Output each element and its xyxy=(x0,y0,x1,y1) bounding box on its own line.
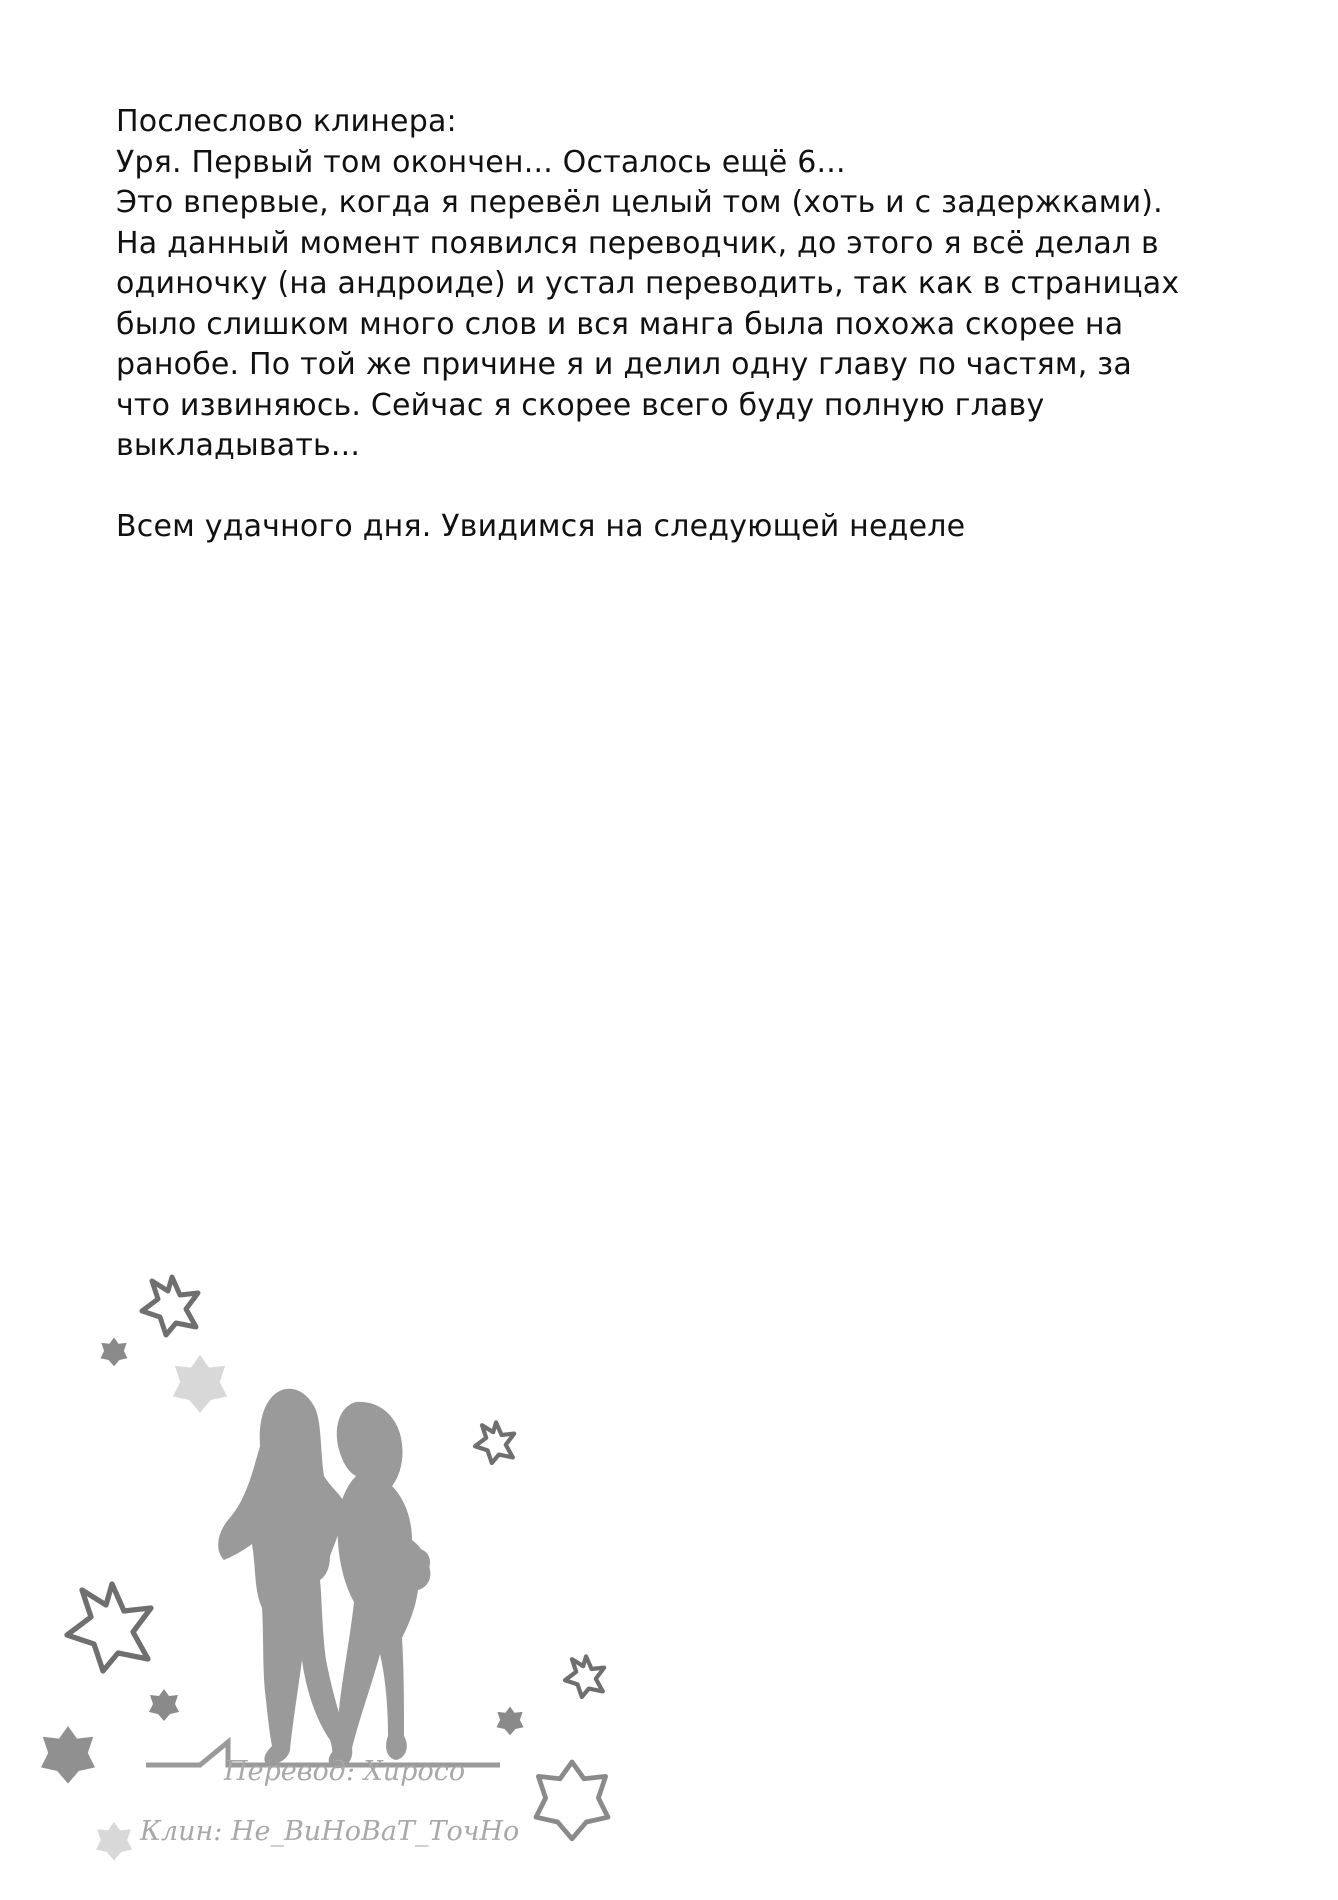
girl-silhouette-right xyxy=(329,1402,431,1768)
afterword-closing: Всем удачного дня. Увидимся на следующей неделе xyxy=(116,508,966,544)
afterword-heading: Послеслово клинера: xyxy=(116,104,457,139)
silhouette-illustration xyxy=(0,1250,640,1900)
afterword-line: выкладывать... xyxy=(116,428,361,463)
star-icon xyxy=(149,1689,179,1721)
star-icon xyxy=(565,1656,604,1697)
star-icon xyxy=(497,1707,524,1736)
afterword-line: На данный момент появился переводчик, до этого я всё делал в xyxy=(116,225,1159,261)
credit-cleaner: Клин: Не_ВиНоВаТ_ТочНо xyxy=(140,1816,520,1847)
afterword-line: что извиняюсь. Сейчас я скорее всего буду полную главу xyxy=(116,387,1045,423)
star-icon xyxy=(475,1422,514,1463)
afterword-line: ранобе. По той же причине я и делил одну главу по частям, за xyxy=(116,347,1132,382)
star-icon xyxy=(536,1762,608,1839)
star-icon xyxy=(96,1822,132,1860)
afterword-line: Уря. Первый том окончен... Осталось ещё 6... xyxy=(116,144,846,180)
star-icon xyxy=(101,1338,128,1367)
afterword-line: одиночку (на андроиде) и устал переводить, так как в страницах xyxy=(116,266,1180,301)
afterword-line: Это впервые, когда я перевёл целый том (хоть и с задержками). xyxy=(116,185,1163,220)
girl-silhouette-left xyxy=(218,1389,351,1765)
star-icon xyxy=(142,1277,198,1335)
star-icon xyxy=(67,1584,151,1671)
paragraph-gap xyxy=(116,467,1236,507)
afterword-line: было слишком много слов и вся манга была похожа скорее на xyxy=(116,306,1124,342)
star-icon xyxy=(173,1355,227,1413)
star-icon xyxy=(41,1726,95,1784)
afterword-text xyxy=(116,102,1236,547)
credit-translation: Перевод: Хиросо xyxy=(224,1756,466,1787)
